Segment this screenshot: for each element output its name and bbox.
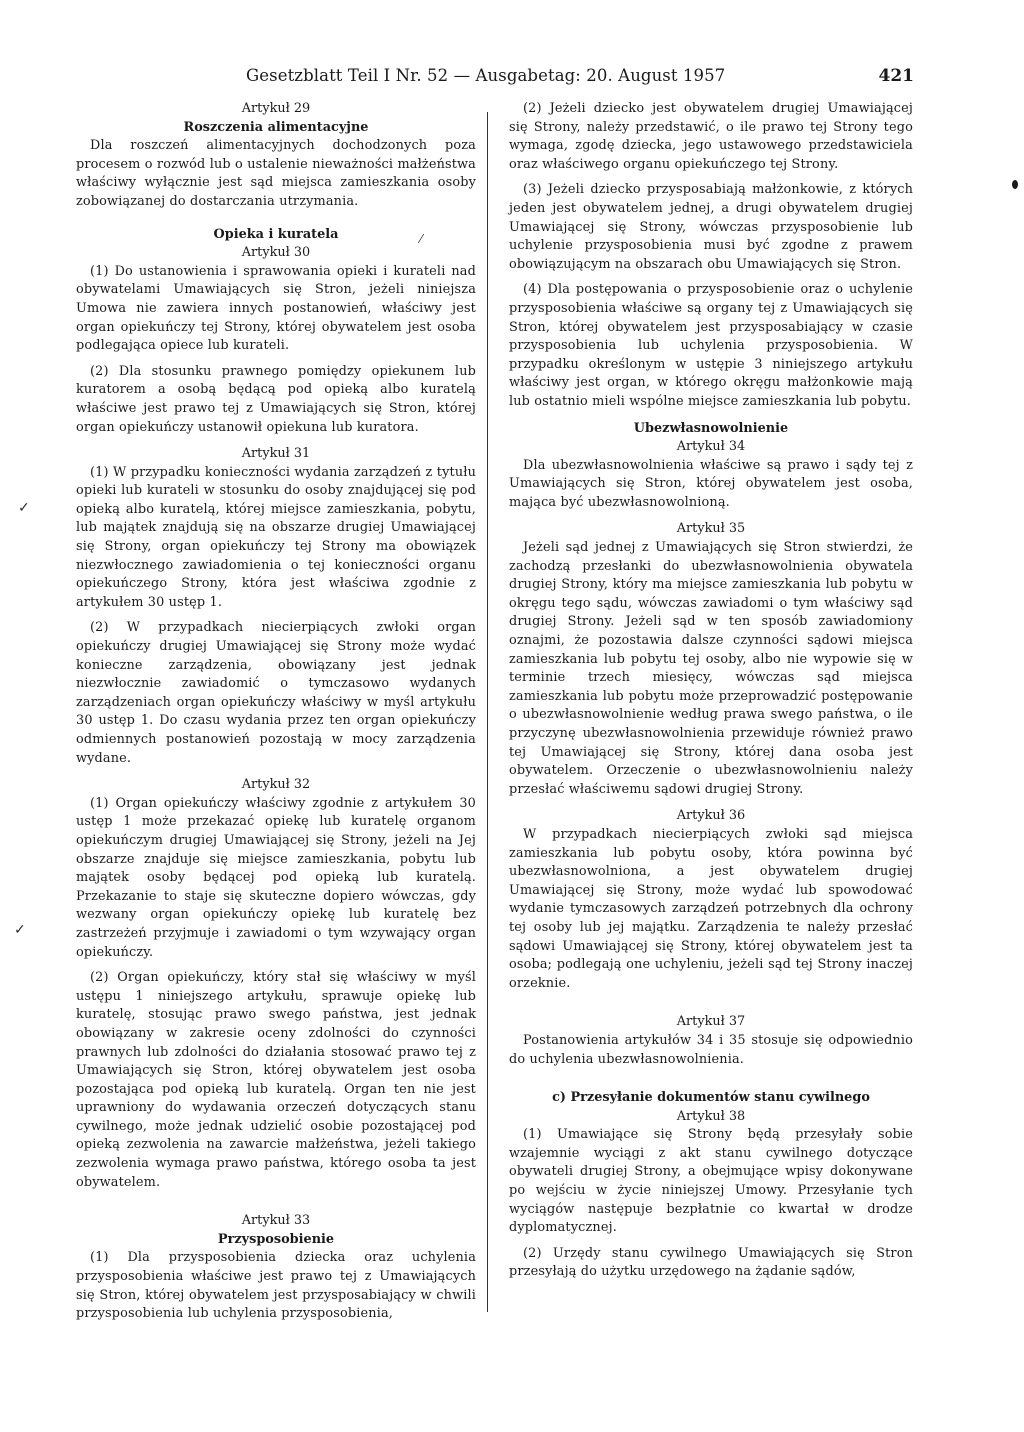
article-29-paragraph: Dla roszczeń alimentacyjnych dochodzonych poza procesem o rozwód lub o ustalenie nieważności małżeństwa właściwy wyłącznie jest sąd miejsca zamieszkania osoby zobowiązanej do dostarczania utrzymania.	[76, 138, 476, 209]
article-36-paragraph: W przypadkach niecierpiących zwłoki sąd miejsca zamieszkania lub pobytu osoby, która powinna być ubezwłasnowolniona, a jest obywatelem drugiej Umawiającej się Strony, może wydać lub spowodować wydanie tymczasowych zarządzeń potrzebnych dla ochrony tej osoby lub jej majątku. Zarządzenia te należy przesłać sądowi Umawiającej się Strony, której obywatelem jest ta osoba; podlegają one uchyleniu, jeżeli sąd tej Strony inaczej orzeknie.	[509, 826, 913, 991]
article-33-heading: Artykuł 33	[241, 1213, 311, 1229]
article-29-title: Roszczenia alimentacyjne	[183, 119, 369, 135]
article-31-heading: Artykuł 31	[241, 446, 311, 462]
article-33-paragraph-4: (4) Dla postępowania o przysposobienie oraz o uchylenie przysposobienia właściwe są organy tej z Umawiających się Stron, której obywatelem jest przysposabiający w czasie przysposobienia lub uchylenia przysposobienia. W przypadku określonym w ustępie 3 niniejszego artykułu właściwy jest organ, w którego okręgu małżonkowie mają lub ostatnio mieli wspólne miejsce zamieszkania lub pobytu.	[509, 282, 913, 409]
article-37-paragraph: Postanowienia artykułów 34 i 35 stosuje się odpowiednio do uchylenia ubezwłasnowolnienia.	[509, 1032, 913, 1067]
article-35-paragraph: Jeżeli sąd jednej z Umawiających się Stron stwierdzi, że zachodzą przesłanki do ubezwłasnowolnienia obywatela drugiej Strony, który ma miejsce zamieszkania lub pobytu w okręgu tego sądu, wówczas zawiadomi o tym właściwy sąd drugiej Strony. Jeżeli sąd w ten sposób zawiadomiony oznajmi, że pozostawia dalsze czynności sądowi miejsca zamieszkania lub pobytu tej osoby, albo nie wypowie się w terminie trzech miesięcy, wówczas sąd miejsca zamieszkania lub pobytu może przeprowadzić postępowanie o ubezwłasnowolnienie według prawa swego państwa, o ile przyczynę ubezwłasnowolnienia przewiduje również prawo tej Umawiającej się Strony, której dana osoba jest obywatelem. Orzeczenie o ubezwłasnowolnieniu należy przesłać właściwemu sądowi drugiej Strony.	[509, 540, 913, 797]
running-head: Gesetzblatt Teil I Nr. 52 — Ausgabetag: 20. August 1957	[246, 66, 726, 85]
article-33-paragraph-1: (1) Dla przysposobienia dziecka oraz uchylenia przysposobienia właściwe jest prawo tej z Umawiających się Stron, której obywatelem jest przysposabiający w chwili przysposobienia lub uchylenia przysposobienia,	[76, 1250, 476, 1322]
article-33-title: Przysposobienie	[217, 1231, 335, 1247]
article-36-heading: Artykuł 36	[676, 808, 746, 824]
pencil-tick-icon: ⁄	[420, 232, 423, 246]
ink-dot-icon	[1012, 180, 1018, 189]
article-38-paragraph-1: (1) Umawiające się Strony będą przesyłały sobie wzajemnie wyciągi z akt stanu cywilnego dotyczące obywateli drugiej Strony, a obejmujące wpisy dokonywane po wejściu w życie niniejszej Umowy. Przesyłanie tych wyciągów następuje bezpłatnie co kwartał w drodze dyplomatycznej.	[509, 1127, 913, 1236]
article-29-heading: Artykuł 29	[241, 101, 311, 116]
article-31-paragraph-2: (2) W przypadkach niecierpiących zwłoki organ opiekuńczy drugiej Umawiającej się Strony może wydać konieczne zarządzenia, obowiązany jest jednak niezwłocznie zawiadomić o tymczasowo wydanych zarządzeniach organ opiekuńczy właściwy w myśl artykułu 30 ustęp 1. Do czasu wydania przez ten organ opiekuńczy odmiennych postanowień pozostają w mocy zarządzenia wydane.	[76, 620, 476, 766]
left-column	[76, 100, 476, 1331]
article-38-heading: Artykuł 38	[676, 1108, 746, 1124]
section-title-civil-status-documents: c) Przesyłanie dokumentów stanu cywilnego	[552, 1090, 870, 1106]
check-mark-icon: ✓	[18, 500, 30, 516]
section-title-guardianship: Opieka i kuratela	[213, 226, 339, 242]
page-header	[56, 66, 914, 96]
article-33-paragraph-2: (2) Jeżeli dziecko jest obywatelem drugiej Umawiającej się Strony, należy przedstawić, o ile prawo tej Strony tego wymaga, zgodę dziecka, jego ustawowego przedstawiciela oraz właściwego organu opiekuńczego tej Strony.	[509, 101, 913, 172]
article-31-paragraph-1: (1) W przypadku konieczności wydania zarządzeń z tytułu opieki lub kurateli w stosunku do osoby znajdującej się pod opieką albo kuratelą, której miejsce zamieszkania, pobytu, lub majątek znajdują się na obszarze drugiej Umawiającej się Strony, organ opiekuńczy tej Strony ma obowiązek niezwłocznego zawiadomienia o tej konieczności organu opiekuńczego Strony, która jest właściwa zgodnie z artykułem 30 ustęp 1.	[76, 464, 476, 610]
article-33-paragraph-3: (3) Jeżeli dziecko przysposabiają małżonkowie, z których jeden jest obywatelem jednej, a drugi obywatelem drugiej Umawiającej się Strony, wówczas przysposobienie lub uchylenie przysposobienia musi być zgodne z prawem obowiązującym na obszarach obu Umawiających się Stron.	[509, 182, 913, 272]
section-title-incapacitation: Ubezwłasnowolnienie	[633, 420, 789, 436]
check-mark-icon: ✓	[14, 922, 26, 938]
column-divider	[487, 112, 488, 1312]
article-32-paragraph-2: (2) Organ opiekuńczy, który stał się właściwy w myśl ustępu 1 niniejszego artykułu, sprawuje opiekę lub kuratelę, stosując prawo swego państwa, jest jednak obowiązany w zakresie oceny zdolności do czynności prawnych lub zdolności do działania stosować prawo tej z Umawiających się Stron, której obywatelem jest osoba pozostająca pod opieką lub kuratelą. Organ ten nie jest uprawniony do wydawania orzeczeń dotyczących stanu cywilnego, może jednak udzielić osobie pozostającej pod opieką zezwolenia na zawarcie małżeństwa, jeżeli takiego zezwolenia wymaga prawo państwa, którego osoba ta jest obywatelem.	[76, 970, 476, 1190]
article-32-heading: Artykuł 32	[241, 777, 311, 793]
article-32-paragraph-1: (1) Organ opiekuńczy właściwy zgodnie z artykułem 30 ustęp 1 może przekazać opiekę lub kuratelę organom opiekuńczym drugiej Umawiającej się Strony, jeżeli na Jej obszarze znajduje się miejsce zamieszkania, pobytu lub majątek osoby będącej pod opieką lub kuratelą. Przekazanie to staje się skuteczne dopiero wówczas, gdy wezwany organ opiekuńczy opiekę lub kuratelę bez zastrzeżeń przyjmuje i zawiadomi o tym wzywający organ opiekuńczy.	[76, 795, 476, 960]
article-30-paragraph-1: (1) Do ustanowienia i sprawowania opieki i kurateli nad obywatelami Umawiających się Stron, jeżeli niniejsza Umowa nie zawiera innych postanowień, właściwy jest organ opiekuńczy tej Strony, której obywatelem jest osoba podlegająca opiece lub kurateli.	[76, 263, 476, 354]
article-30-paragraph-2: (2) Dla stosunku prawnego pomiędzy opiekunem lub kuratorem a osobą będącą pod opieką albo kuratelą właściwe jest prawo tej z Umawiających się Stron, której organ opiekuńczy ustanowił opiekuna lub kuratora.	[76, 363, 476, 435]
article-38-paragraph-2: (2) Urzędy stanu cywilnego Umawiających się Stron przesyłają do użytku urzędowego na żądanie sądów,	[509, 1245, 913, 1280]
article-37-heading: Artykuł 37	[676, 1014, 746, 1030]
article-35-heading: Artykuł 35	[676, 521, 746, 537]
right-column	[509, 100, 913, 1289]
article-30-heading: Artykuł 30	[241, 245, 311, 261]
article-34-paragraph: Dla ubezwłasnowolnienia właściwe są prawo i sądy tej z Umawiających się Stron, której obywatelem jest osoba, mająca być ubezwłasnowolnioną.	[509, 457, 913, 510]
article-34-heading: Artykuł 34	[676, 439, 746, 455]
page-number: 421	[878, 66, 914, 86]
